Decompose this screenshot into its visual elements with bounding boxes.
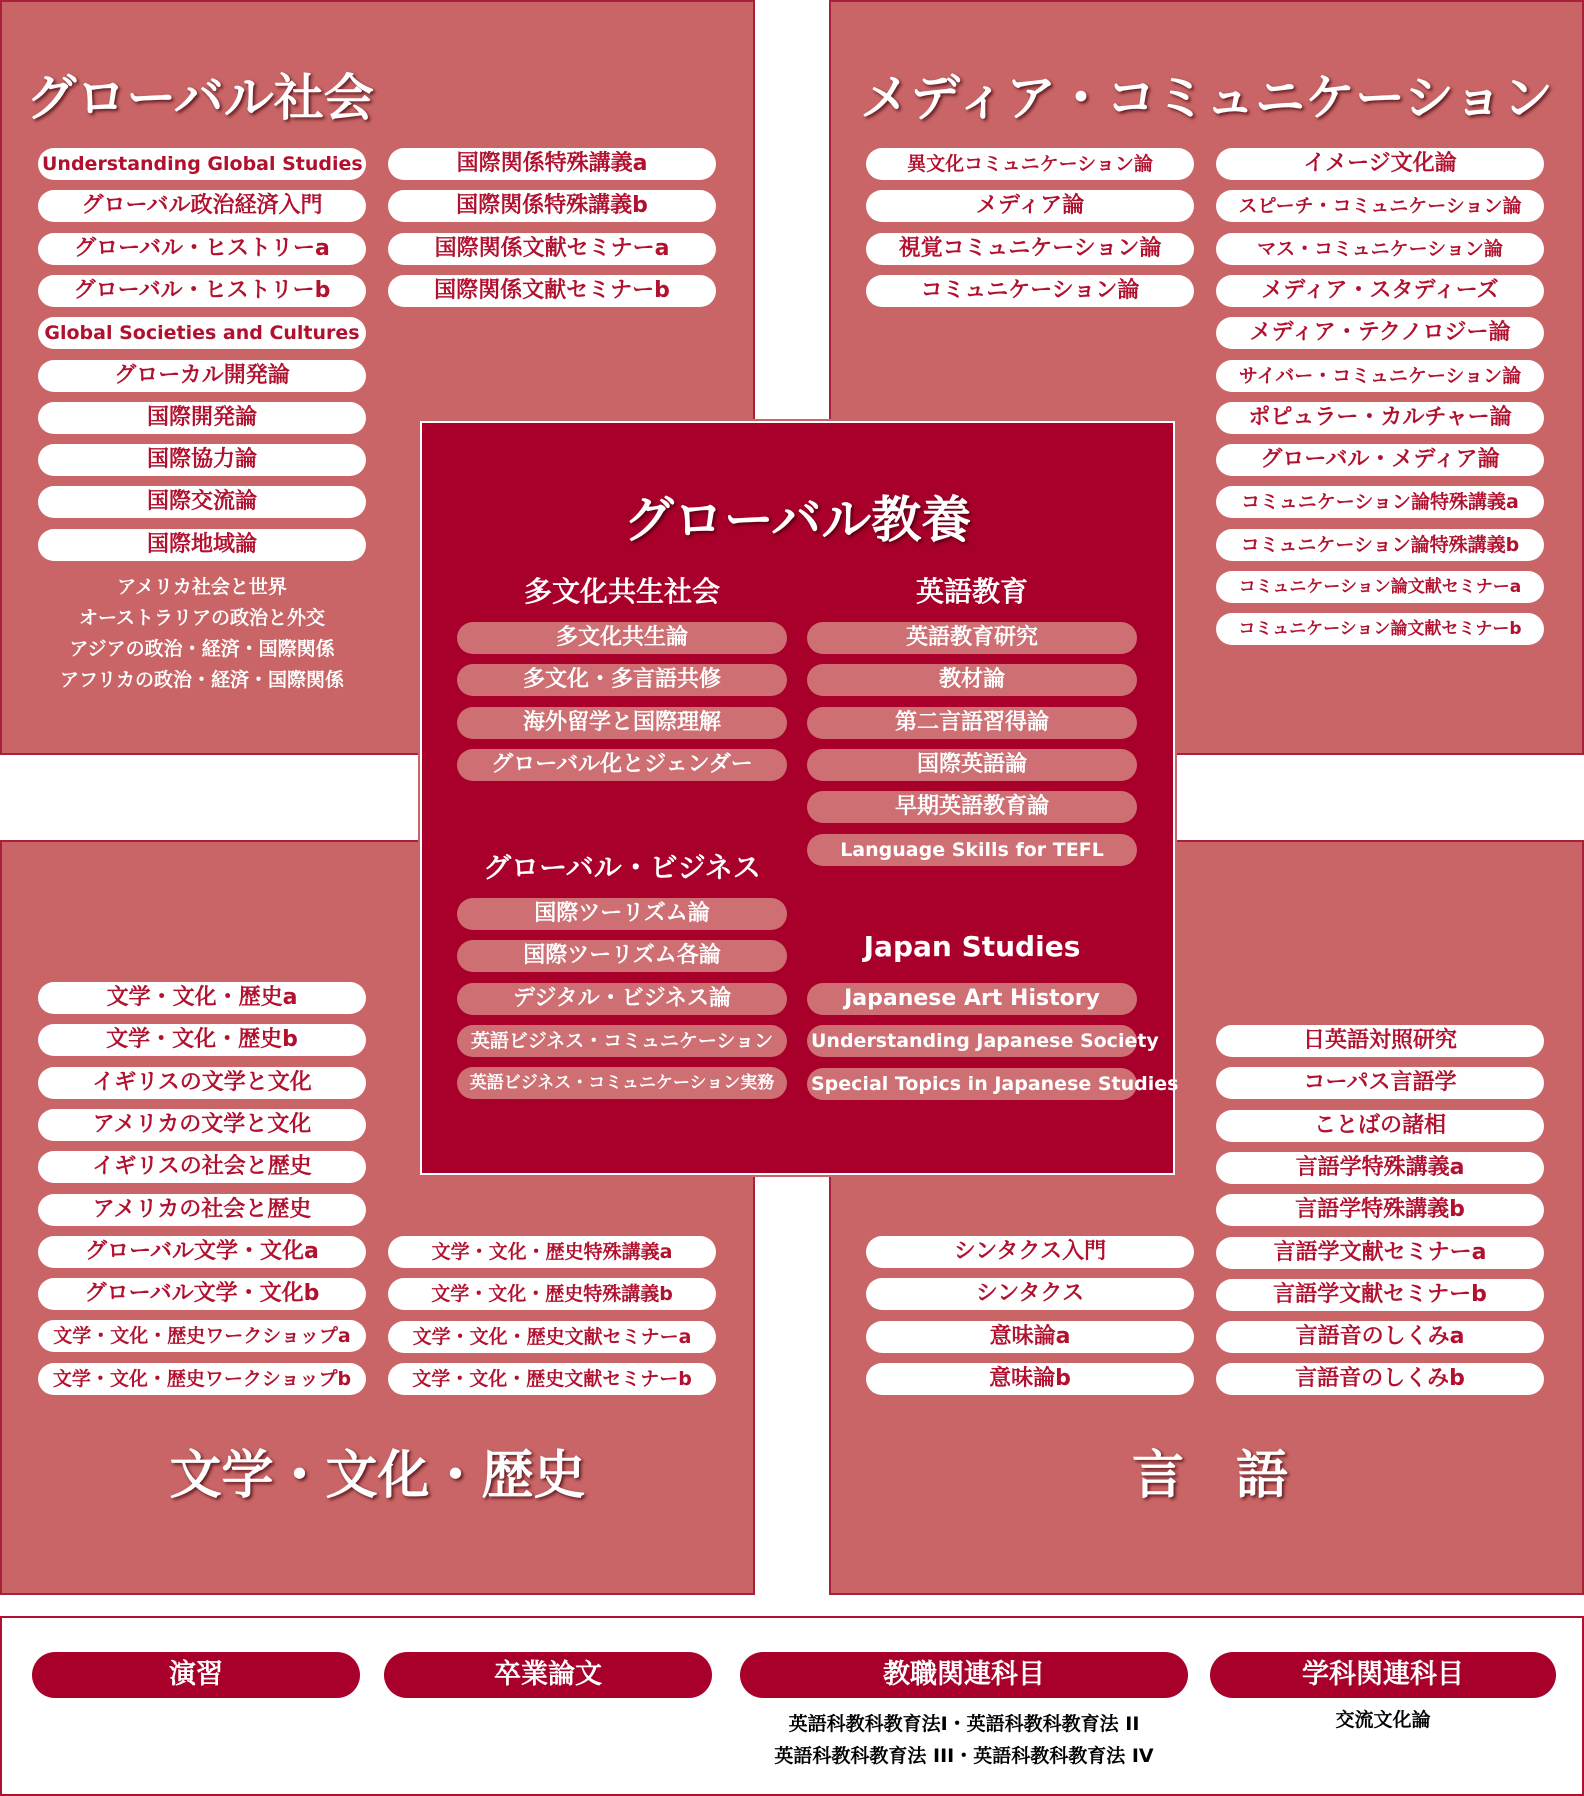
course-pill: 国際交流論 (38, 486, 366, 518)
course-pill: コミュニケーション論文献セミナーb (1216, 613, 1544, 645)
course-text: オーストラリアの政治と外交 (78, 607, 326, 629)
course-pill: デジタル・ビジネス論 (457, 983, 787, 1015)
course-pill: マス・コミュニケーション論 (1216, 233, 1544, 265)
course-pill: 文学・文化・歴史文献セミナーb (388, 1363, 716, 1395)
course-pill: イメージ文化論 (1216, 148, 1544, 180)
course-pill: Understanding Global Studies (38, 148, 366, 180)
course-pill: 英語ビジネス・コミュニケーション (457, 1025, 787, 1057)
multicultural-heading: 多文化共生社会 (523, 575, 720, 608)
course-pill: 多文化共生論 (457, 622, 787, 654)
course-text: アジアの政治・経済・国際関係 (69, 638, 335, 660)
japan-studies-heading: Japan Studies (863, 930, 1081, 963)
course-pill: 国際関係文献セミナーa (388, 233, 716, 265)
course-pill: メディア・スタディーズ (1216, 275, 1544, 307)
course-pill: 視覚コミュニケーション論 (866, 233, 1194, 265)
course-pill: 国際関係文献セミナーb (388, 275, 716, 307)
course-pill: 第二言語習得論 (807, 707, 1137, 739)
course-pill: イギリスの社会と歴史 (38, 1151, 366, 1183)
language-title: 言 語 (1131, 1446, 1288, 1506)
course-pill: 多文化・多言語共修 (457, 664, 787, 696)
course-pill: 言語学文献セミナーb (1216, 1279, 1544, 1311)
course-pill: Japanese Art History (807, 983, 1137, 1015)
course-pill: グローバル・ヒストリーa (38, 233, 366, 265)
course-pill: コミュニケーション論文献セミナーa (1216, 571, 1544, 603)
course-pill: 海外留学と国際理解 (457, 707, 787, 739)
course-pill: グローバル文学・文化a (38, 1236, 366, 1268)
course-pill: 国際関係特殊講義a (388, 148, 716, 180)
business-heading: グローバル・ビジネス (483, 851, 761, 884)
course-pill: 国際ツーリズム論 (457, 898, 787, 930)
course-pill: 文学・文化・歴史a (38, 982, 366, 1014)
course-pill: 国際関係特殊講義b (388, 190, 716, 222)
course-pill: グローバル化とジェンダー (457, 749, 787, 781)
course-pill: 意味論a (866, 1321, 1194, 1353)
course-pill: Language Skills for TEFL (807, 834, 1137, 866)
english-edu-heading: 英語教育 (915, 575, 1028, 608)
course-pill: 言語音のしくみb (1216, 1363, 1544, 1395)
media-title: メディア・コミュニケーション (860, 69, 1553, 127)
course-pill: 国際開発論 (38, 402, 366, 434)
course-pill: コミュニケーション論 (866, 275, 1194, 307)
course-pill: 言語学特殊講義a (1216, 1152, 1544, 1184)
literature-title: 文学・文化・歴史 (169, 1446, 586, 1506)
course-pill: コミュニケーション論特殊講義b (1216, 529, 1544, 561)
course-pill: グローバル政治経済入門 (38, 190, 366, 222)
course-pill: 文学・文化・歴史文献セミナーa (388, 1321, 716, 1353)
center-title: グローバル教養 (623, 491, 972, 549)
dept-note-1: 交流文化論 (1335, 1709, 1431, 1731)
bottom-panel (0, 1616, 1584, 1796)
course-pill: 国際協力論 (38, 444, 366, 476)
course-pill: 文学・文化・歴史ワークショップa (38, 1320, 366, 1352)
course-pill: イギリスの文学と文化 (38, 1067, 366, 1099)
course-pill: 言語学文献セミナーa (1216, 1237, 1544, 1269)
course-pill: コミュニケーション論特殊講義a (1216, 486, 1544, 518)
course-pill: 国際英語論 (807, 749, 1137, 781)
course-pill: 英語教育研究 (807, 622, 1137, 654)
course-pill: 文学・文化・歴史特殊講義b (388, 1278, 716, 1310)
course-pill: 異文化コミュニケーション論 (866, 148, 1194, 180)
course-pill: 言語学特殊講義b (1216, 1194, 1544, 1226)
course-pill: 教材論 (807, 664, 1137, 696)
course-pill: アメリカの文学と文化 (38, 1109, 366, 1141)
course-pill: スピーチ・コミュニケーション論 (1216, 190, 1544, 222)
course-pill: ことばの諸相 (1216, 1110, 1544, 1142)
course-pill: シンタクス (866, 1278, 1194, 1310)
course-pill: 文学・文化・歴史ワークショップb (38, 1363, 366, 1395)
global-society-title: グローバル社会 (26, 69, 374, 127)
course-pill: Global Societies and Cultures (38, 317, 366, 349)
course-pill: グローバル文学・文化b (38, 1278, 366, 1310)
course-pill: 言語音のしくみa (1216, 1321, 1544, 1353)
teaching-note-1: 英語科教科教育法I・英語科教科教育法 II (788, 1713, 1140, 1735)
course-text: アメリカ社会と世界 (117, 576, 287, 598)
course-pill: 文学・文化・歴史特殊講義a (388, 1236, 716, 1268)
course-pill: グローバル・ヒストリーb (38, 275, 366, 307)
course-pill: アメリカの社会と歴史 (38, 1194, 366, 1226)
course-pill: メディア・テクノロジー論 (1216, 317, 1544, 349)
course-pill: 英語ビジネス・コミュニケーション実務 (457, 1067, 787, 1099)
course-pill: ポピュラー・カルチャー論 (1216, 402, 1544, 434)
course-pill: グローカル開発論 (38, 360, 366, 392)
course-pill: 意味論b (866, 1363, 1194, 1395)
course-pill: 日英語対照研究 (1216, 1025, 1544, 1057)
course-pill: Understanding Japanese Society (807, 1025, 1137, 1057)
seminar-pill: 演習 (32, 1652, 360, 1698)
course-pill: シンタクス入門 (866, 1236, 1194, 1268)
course-pill: グローバル・メディア論 (1216, 444, 1544, 476)
course-pill: 文学・文化・歴史b (38, 1024, 366, 1056)
course-pill: 国際ツーリズム各論 (457, 940, 787, 972)
course-pill: サイバー・コミュニケーション論 (1216, 360, 1544, 392)
course-pill: 国際地域論 (38, 529, 366, 561)
course-pill: メディア論 (866, 190, 1194, 222)
teaching-pill: 教職関連科目 (740, 1652, 1188, 1698)
course-pill: Special Topics in Japanese Studies (807, 1068, 1137, 1100)
thesis-pill: 卒業論文 (384, 1652, 712, 1698)
course-pill: 早期英語教育論 (807, 791, 1137, 823)
dept-pill: 学科関連科目 (1210, 1652, 1556, 1698)
course-text: アフリカの政治・経済・国際関係 (59, 669, 345, 691)
teaching-note-2: 英語科教科教育法 III・英語科教科教育法 IV (774, 1745, 1154, 1767)
course-pill: コーパス言語学 (1216, 1067, 1544, 1099)
